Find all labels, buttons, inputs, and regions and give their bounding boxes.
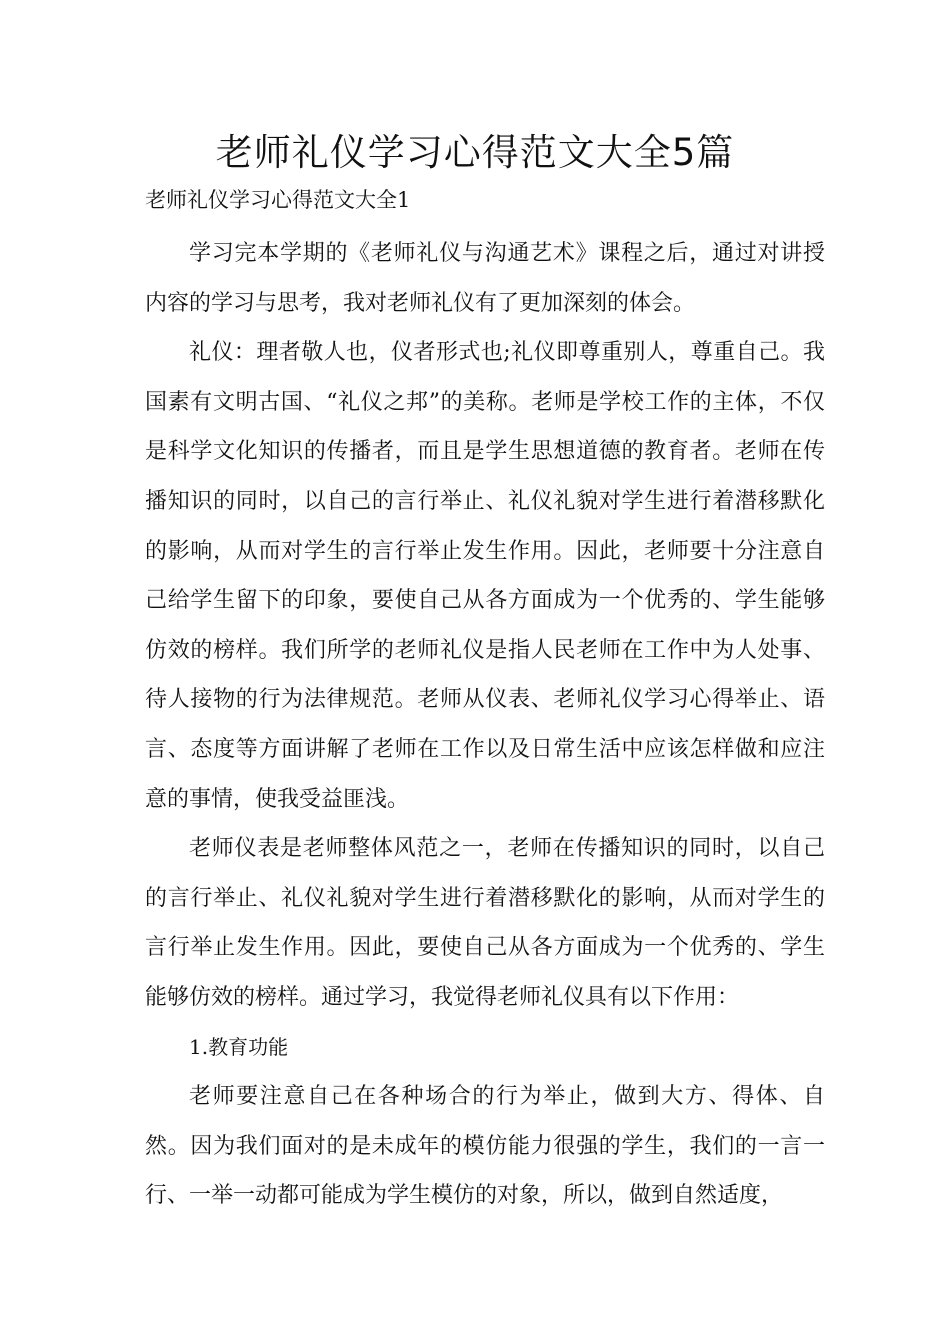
document-title: 老师礼仪学习心得范文大全5篇 bbox=[215, 131, 735, 174]
paragraph-intro: 学习完本学期的《老师礼仪与沟通艺术》课程之后，通过对讲授内容的学习与思考，我对老师礼仪有了更加深刻的体会。 bbox=[145, 241, 825, 316]
paragraph-behavior: 老师要注意自己在各种场合的行为举止，做到大方、得体、自然。因为我们面对的是未成年的模仿能力很强的学生，我们的一言一行、一举一动都可能成为学生模仿的对象，所以，做到自然适度， bbox=[145, 1084, 825, 1209]
document-body bbox=[145, 229, 825, 1221]
list-item-education-function: 1.教育功能 bbox=[189, 1034, 289, 1059]
section-heading: 老师礼仪学习心得范文大全1 bbox=[145, 188, 411, 212]
paragraph-teacher-appearance: 老师仪表是老师整体风范之一，老师在传播知识的同时，以自己的言行举止、礼仪礼貌对学生进行着潜移默化的影响，从而对学生的言行举止发生作用。因此，要使自己从各方面成为一个优秀的、学生能够仿效的榜样。通过学习，我觉得老师礼仪具有以下作用： bbox=[145, 836, 825, 1010]
paragraph-etiquette-definition: 礼仪：理者敬人也，仪者形式也;礼仪即尊重别人，尊重自己。我国素有文明古国、“礼仪之邦”的美称。老师是学校工作的主体，不仅是科学文化知识的传播者，而且是学生思想道德的教育者。老师在传播知识的同时，以自己的言行举止、礼仪礼貌对学生进行着潜移默化的影响，从而对学生的言行举止发生作用。因此，老师要十分注意自己给学生留下的印象，要使自己从各方面成为一个优秀的、学生能够仿效的榜样。我们所学的老师礼仪是指人民老师在工作中为人处事、待人接物的行为法律规范。老师从仪表、老师礼仪学习心得举止、语言、态度等方面讲解了老师在工作以及日常生活中应该怎样做和应注意的事情，使我受益匪浅。 bbox=[145, 340, 825, 812]
